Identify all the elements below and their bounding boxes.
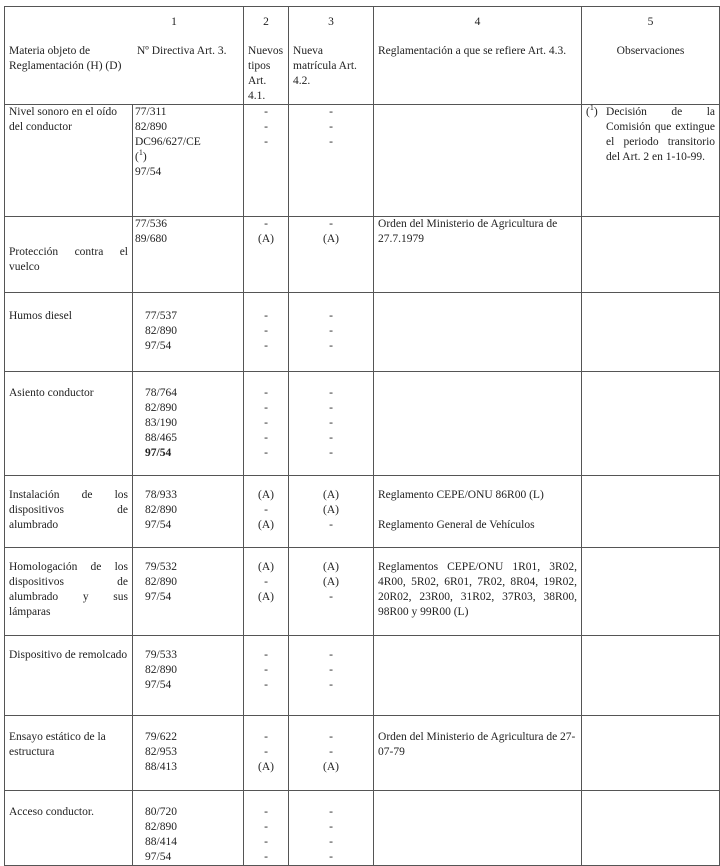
materia-text: Acceso conductor. [9, 806, 94, 818]
materia-text: Dispositivo de remolcado [9, 649, 128, 661]
directiva-item: 79/622 [145, 731, 177, 743]
table-row [5, 372, 720, 476]
directiva-item: 97/54 [145, 679, 172, 691]
materia-cell [5, 372, 133, 476]
nuevos-tipos-item: - [264, 121, 268, 133]
col1-number: 1 [171, 16, 177, 28]
directiva-item: 79/533 [145, 649, 177, 661]
nuevos-tipos-item: - [264, 731, 268, 743]
observaciones-cell [582, 105, 720, 217]
nuevos-tipos-item: (A) [258, 489, 274, 501]
nueva-matricula-cell [289, 476, 374, 548]
nueva-matricula-item: - [329, 447, 333, 459]
nuevos-tipos-cell [244, 476, 289, 548]
nueva-matricula-item: - [329, 591, 333, 603]
table-row [5, 716, 720, 791]
nueva-matricula-cell [289, 372, 374, 476]
reglamentacion-cell [374, 105, 582, 217]
nueva-matricula-cell [289, 217, 374, 293]
nuevos-tipos-item: (A) [258, 761, 274, 773]
nuevos-tipos-item: (A) [258, 561, 274, 573]
reglamentacion-text: Orden del Ministerio de Agricultura de 27.7.1979 [378, 218, 558, 245]
nueva-matricula-item: - [329, 836, 333, 848]
directivas-cell [133, 548, 244, 636]
nueva-matricula-item: (A) [323, 561, 339, 573]
materia-cell [5, 548, 133, 636]
materia-text: Humos diesel [9, 310, 72, 322]
nuevos-tipos-item: (A) [258, 519, 274, 531]
materia-text: Protección contra el vuelco [9, 246, 128, 273]
reglamentacion-text: Reglamento CEPE/ONU 86R00 (L) [378, 489, 544, 501]
nueva-matricula-item: - [329, 136, 333, 148]
nueva-matricula-cell [289, 105, 374, 217]
directiva-item: 89/680 [135, 233, 167, 245]
nuevos-tipos-item: (A) [258, 591, 274, 603]
directiva-item: 97/54 [145, 447, 172, 459]
table-row [5, 548, 720, 636]
nuevos-tipos-cell [244, 372, 289, 476]
nueva-matricula-item: - [329, 432, 333, 444]
col4-number: 4 [474, 16, 481, 28]
materia-cell [5, 716, 133, 791]
reglamentacion-cell [374, 636, 582, 716]
materia-text: Asiento conductor [9, 387, 94, 399]
nuevos-tipos-item: - [264, 821, 268, 833]
nueva-matricula-item: - [329, 519, 333, 531]
directivas-cell [133, 372, 244, 476]
nueva-matricula-item: - [329, 417, 333, 429]
nueva-matricula-item: - [329, 106, 333, 118]
directiva-item: DC96/627/CE [135, 136, 201, 148]
col5-title: Observaciones [616, 45, 685, 57]
nuevos-tipos-item: - [264, 504, 268, 516]
nueva-matricula-cell [289, 791, 374, 866]
directiva-item: 82/890 [145, 821, 177, 833]
nuevos-tipos-item: - [264, 106, 268, 118]
reglamentacion-cell [374, 548, 582, 636]
directiva-item: 82/890 [145, 576, 177, 588]
regulation-table [4, 6, 720, 866]
nuevos-tipos-cell [244, 636, 289, 716]
col1-subtitle: Nº Directiva Art. 3. [137, 45, 227, 57]
nuevos-tipos-item: - [264, 310, 268, 322]
nueva-matricula-item: - [329, 218, 333, 230]
reglamentacion-text: Reglamentos CEPE/ONU 1R01, 3R02, 4R00, 5R02, 6R01, 7R02, 8R04, 19R02, 20R02, 23R00, 31R02, 37R03, 38R00, 98R00 y 99R00 (L) [378, 561, 578, 618]
nuevos-tipos-item: - [264, 746, 268, 758]
nuevos-tipos-item: - [264, 340, 268, 352]
table-row [5, 791, 720, 866]
directiva-item: 77/536 [135, 218, 167, 230]
reglamentacion-cell [374, 372, 582, 476]
directiva-item: 82/890 [145, 504, 177, 516]
reglamentacion-text-2: Reglamento General de Vehículos [378, 519, 535, 531]
directiva-item: 78/764 [145, 387, 177, 399]
nueva-matricula-item: (A) [323, 761, 339, 773]
directiva-item: 77/311 [135, 106, 167, 118]
directiva-item: 79/532 [145, 561, 177, 573]
directiva-item: 97/54 [145, 340, 172, 352]
reglamentacion-cell [374, 217, 582, 293]
nueva-matricula-item: - [329, 387, 333, 399]
observaciones-text: Decisión de la Comisión que extingue el periodo transitorio del Art. 2 en 1-10-99. [606, 106, 716, 163]
nuevos-tipos-item: - [264, 417, 268, 429]
reglamentacion-cell [374, 791, 582, 866]
nueva-matricula-cell [289, 293, 374, 372]
nueva-matricula-item: - [329, 731, 333, 743]
col3-number: 3 [328, 16, 334, 28]
header-row [5, 7, 720, 105]
table-row [5, 217, 720, 293]
observaciones-cell [582, 372, 720, 476]
reglamentacion-cell [374, 716, 582, 791]
nuevos-tipos-item: - [264, 851, 268, 863]
nueva-matricula-cell [289, 548, 374, 636]
directiva-item: 82/890 [145, 325, 177, 337]
nueva-matricula-item: (A) [323, 504, 339, 516]
directiva-item: 97/54 [145, 591, 172, 603]
directivas-cell [133, 217, 244, 293]
nueva-matricula-item: - [329, 310, 333, 322]
nuevos-tipos-item: - [264, 325, 268, 337]
directiva-item: 97/54 [145, 519, 172, 531]
nueva-matricula-item: - [329, 851, 333, 863]
materia-text: Nivel sonoro en el oído del conductor [9, 106, 117, 133]
nuevos-tipos-item: - [264, 387, 268, 399]
header-col5 [582, 7, 720, 105]
footnote-mark: ($^1$) [586, 103, 598, 118]
nuevos-tipos-item: - [264, 836, 268, 848]
directiva-item: ($^1$) [135, 148, 147, 163]
directiva-item: 82/890 [135, 121, 167, 133]
table-row [5, 293, 720, 372]
nueva-matricula-item: - [329, 746, 333, 758]
observaciones-cell [582, 791, 720, 866]
nueva-matricula-cell [289, 636, 374, 716]
directiva-item: 97/54 [145, 851, 172, 863]
header-col3 [289, 7, 374, 105]
nuevos-tipos-cell [244, 217, 289, 293]
directiva-item: 88/465 [145, 432, 177, 444]
nueva-matricula-item: - [329, 325, 333, 337]
directiva-item: 88/413 [145, 761, 177, 773]
nueva-matricula-item: - [329, 649, 333, 661]
directiva-item: 80/720 [145, 806, 177, 818]
directivas-cell [133, 716, 244, 791]
nuevos-tipos-item: (A) [258, 233, 274, 245]
directiva-item: 83/190 [145, 417, 177, 429]
observaciones-cell [582, 476, 720, 548]
nuevos-tipos-cell [244, 791, 289, 866]
observaciones-cell [582, 217, 720, 293]
directiva-item: 82/890 [145, 664, 177, 676]
col5-number: 5 [647, 16, 654, 28]
nuevos-tipos-item: - [264, 447, 268, 459]
directiva-item: 78/933 [145, 489, 177, 501]
directivas-cell [133, 636, 244, 716]
table-row [5, 476, 720, 548]
materia-cell [5, 791, 133, 866]
nueva-matricula-item: - [329, 821, 333, 833]
nueva-matricula-item: (A) [323, 576, 339, 588]
nueva-matricula-item: - [329, 664, 333, 676]
reglamentacion-cell [374, 293, 582, 372]
materia-text: Ensayo estático de la estructura [9, 731, 106, 758]
nueva-matricula-item: - [329, 121, 333, 133]
header-col2 [244, 7, 289, 105]
directiva-item: 82/953 [145, 746, 177, 758]
nuevos-tipos-item: - [264, 649, 268, 661]
col2-number: 2 [263, 16, 269, 28]
materia-text: Instalación de los dispositivos de alumbrado [9, 489, 128, 531]
nuevos-tipos-cell [244, 548, 289, 636]
materia-cell [5, 476, 133, 548]
reglamentacion-text: Orden del Ministerio de Agricultura de 27-07-79 [378, 731, 576, 758]
nueva-matricula-item: (A) [323, 233, 339, 245]
directiva-item: 97/54 [135, 166, 162, 178]
nuevos-tipos-cell [244, 716, 289, 791]
nueva-matricula-item: (A) [323, 489, 339, 501]
nuevos-tipos-item: - [264, 402, 268, 414]
nuevos-tipos-item: - [264, 806, 268, 818]
directivas-cell [133, 293, 244, 372]
materia-text: Homologación de los dispositivos de alumbrado y sus lámparas [9, 561, 128, 618]
nuevos-tipos-item: - [264, 218, 268, 230]
observaciones-cell [582, 716, 720, 791]
nuevos-tipos-item: - [264, 679, 268, 691]
observaciones-cell [582, 293, 720, 372]
nueva-matricula-item: - [329, 402, 333, 414]
directivas-cell [133, 791, 244, 866]
table-row [5, 105, 720, 217]
directiva-item: 82/890 [145, 402, 177, 414]
directiva-item: 77/537 [145, 310, 177, 322]
reglamentacion-cell [374, 476, 582, 548]
directivas-cell [133, 105, 244, 217]
materia-cell [5, 217, 133, 293]
materia-cell [5, 105, 133, 217]
directiva-item: 88/414 [145, 836, 177, 848]
nuevos-tipos-cell [244, 105, 289, 217]
nueva-matricula-item: - [329, 806, 333, 818]
col3-title: Nueva matrícula Art. 4.2. [293, 45, 357, 87]
col4-title: Reglamentación a que se refiere Art. 4.3. [378, 45, 567, 57]
observaciones-cell [582, 548, 720, 636]
observaciones-cell [582, 636, 720, 716]
nuevos-tipos-item: - [264, 576, 268, 588]
col2-title: Nuevos tipos Art. 4.1. [248, 45, 284, 102]
materia-cell [5, 636, 133, 716]
nueva-matricula-cell [289, 716, 374, 791]
nueva-matricula-item: - [329, 340, 333, 352]
nuevos-tipos-item: - [264, 664, 268, 676]
nuevos-tipos-item: - [264, 432, 268, 444]
nuevos-tipos-cell [244, 293, 289, 372]
nueva-matricula-item: - [329, 679, 333, 691]
header-col1 [5, 7, 244, 105]
col1-title: Materia objeto de Reglamentación (H) (D) [9, 45, 122, 72]
header-col4 [374, 7, 582, 105]
nuevos-tipos-item: - [264, 136, 268, 148]
directivas-cell [133, 476, 244, 548]
table-row [5, 636, 720, 716]
materia-cell [5, 293, 133, 372]
